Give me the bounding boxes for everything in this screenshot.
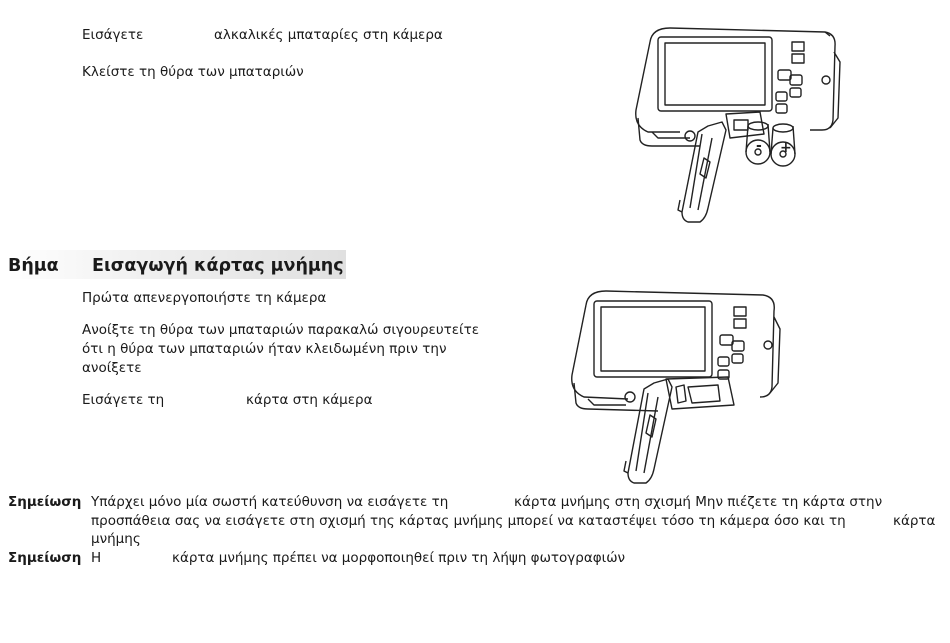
note1-line2-part2: κάρτα: [893, 513, 936, 529]
section-title: Εισαγωγή κάρτας μνήμης: [92, 256, 344, 276]
note2-part1: Η: [91, 550, 102, 566]
insert-card-instruction-part1: Εισάγετε τη: [82, 392, 165, 408]
note1-line3: μνήμης: [91, 531, 141, 547]
open-door-instruction-line1: Ανοίξτε τη θύρα των μπαταριών παρακαλώ σιγουρευτείτε: [82, 322, 480, 338]
note1-label: Σημείωση: [8, 494, 82, 510]
note2-label: Σημείωση: [8, 550, 82, 566]
battery-minus-sign: -: [756, 138, 762, 154]
camera-battery-illustration: [630, 22, 845, 234]
note1-line1-part1: Υπάρχει μόνο μία σωστή κατεύθυνση να εισάγετε τη: [91, 494, 449, 510]
power-off-instruction: Πρώτα απενεργοποιήστε τη κάμερα: [82, 290, 327, 306]
battery-plus-sign: +: [780, 140, 792, 156]
note2-part2: κάρτα μνήμης πρέπει να μορφοποιηθεί πριν τη λήψη φωτογραφιών: [172, 550, 626, 566]
battery-instruction-part1: Εισάγετε: [82, 27, 144, 43]
close-battery-door-instruction: Κλείστε τη θύρα των μπαταριών: [82, 64, 304, 80]
step-label: Βήμα: [8, 256, 59, 276]
battery-instruction-part2: αλκαλικές μπαταρίες στη κάμερα: [214, 27, 443, 43]
open-door-instruction-line3: ανοίξετε: [82, 360, 142, 376]
note1-line1-part2: κάρτα μνήμης στη σχισμή Μην πιέζετε τη κάρτα στην: [514, 494, 883, 510]
insert-card-instruction-part2: κάρτα στη κάμερα: [246, 392, 373, 408]
camera-memory-card-illustration: [568, 287, 793, 492]
open-door-instruction-line2: ότι η θύρα των μπαταριών ήταν κλειδωμένη πριν την: [82, 341, 447, 357]
note1-line2-part1: προσπάθεια σας να εισάγετε στη σχισμή της κάρτας μνήμης μπορεί να καταστέψει τόσο τη κάμερα όσο και τη: [91, 513, 846, 529]
